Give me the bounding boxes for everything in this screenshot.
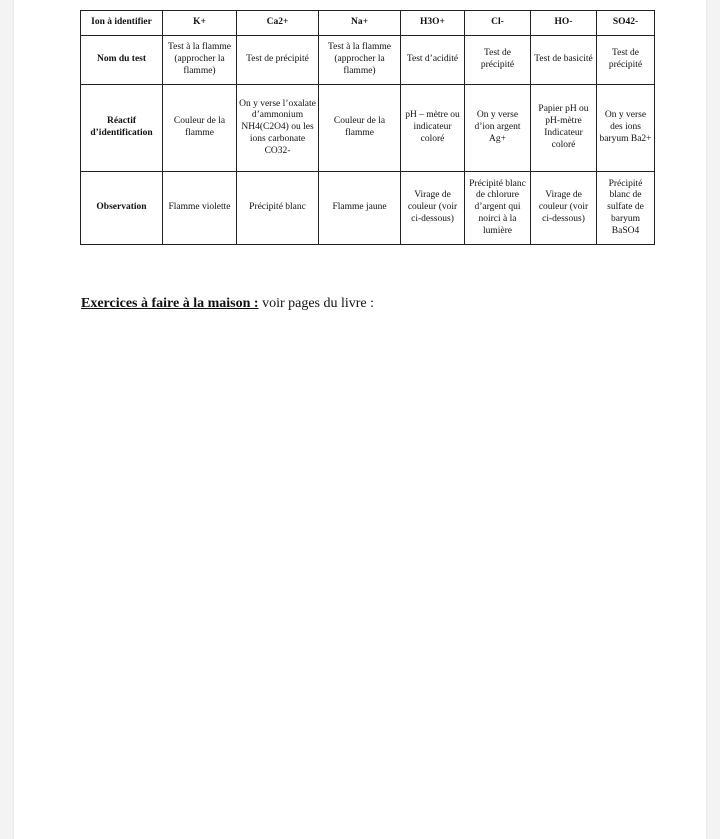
table-cell: Couleur de la flamme — [319, 85, 401, 172]
table-cell: Test de basicité — [531, 36, 597, 85]
homework-label: Exercices à faire à la maison : — [81, 296, 259, 311]
table-cell: Couleur de la flamme — [163, 85, 237, 172]
table-cell: pH – mètre ou indicateur coloré — [401, 85, 465, 172]
table-cell: Test de précipité — [465, 36, 531, 85]
row-label: Réactif d’identification — [81, 85, 163, 172]
table-cell: Précipité blanc de sulfate de baryum BaSO4 — [597, 172, 655, 245]
table-cell: Virage de couleur (voir ci-dessous) — [401, 172, 465, 245]
header-cell: Ca2+ — [237, 11, 319, 36]
header-cell: Ion à identifier — [81, 11, 163, 36]
table-cell: Test d’acidité — [401, 36, 465, 85]
header-cell: Na+ — [319, 11, 401, 36]
document-page — [14, 0, 706, 839]
table-cell: Test à la flamme (approcher la flamme) — [319, 36, 401, 85]
table-cell: On y verse d’ion argent Ag+ — [465, 85, 531, 172]
homework-text: voir pages du livre : — [258, 296, 375, 311]
table-cell: Papier pH ou pH-mètre Indicateur coloré — [531, 85, 597, 172]
header-cell: Cl- — [465, 11, 531, 36]
table-cell: On y verse des ions baryum Ba2+ — [597, 85, 655, 172]
table-row — [81, 172, 655, 245]
table-cell: Test de précipité — [597, 36, 655, 85]
table-cell: Précipité blanc — [237, 172, 319, 245]
table-cell: Virage de couleur (voir ci-dessous) — [531, 172, 597, 245]
table-header-row — [81, 11, 655, 36]
table-cell: Test à la flamme (approcher la flamme) — [163, 36, 237, 85]
table-cell: Flamme jaune — [319, 172, 401, 245]
homework-line — [81, 296, 374, 312]
table-cell: Test de précipité — [237, 36, 319, 85]
header-cell: SO42- — [597, 11, 655, 36]
row-label: Observation — [81, 172, 163, 245]
table-cell: Précipité blanc de chlorure d’argent qui noirci à la lumière — [465, 172, 531, 245]
table-row — [81, 36, 655, 85]
table-cell: Flamme violette — [163, 172, 237, 245]
header-cell: H3O+ — [401, 11, 465, 36]
header-cell: HO- — [531, 11, 597, 36]
header-cell: K+ — [163, 11, 237, 36]
row-label: Nom du test — [81, 36, 163, 85]
table-row — [81, 85, 655, 172]
table-cell: On y verse l’oxalate d’ammonium NH4(C2O4) ou les ions carbonate CO32- — [237, 85, 319, 172]
ion-identification-table — [80, 10, 655, 245]
